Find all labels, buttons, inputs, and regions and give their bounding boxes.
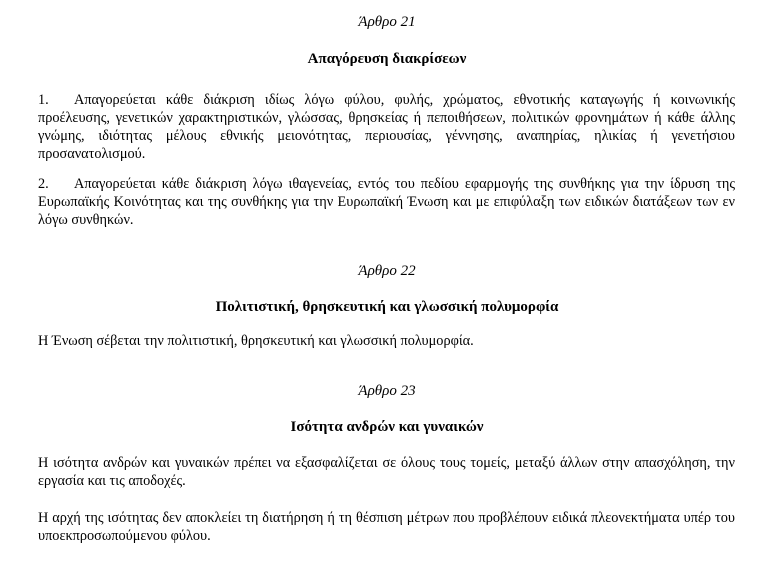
article-21-number: Άρθρο 21 [358,14,416,30]
article-23-paragraph-1: Η ισότητα ανδρών και γυναικών πρέπει να εξασφαλίζεται σε όλους τους τομείς, μεταξύ άλλων στην απασχόληση, την εργασία και τις αποδοχές. [38,455,735,489]
article-21-paragraph-2 [38,175,735,229]
article-22-paragraph-1: Η Ένωση σέβεται την πολιτιστική, θρησκευτική και γλωσσική πολυμορφία. [38,333,474,349]
article-22-number: Άρθρο 22 [358,263,416,279]
paragraph-text: Απαγορεύεται κάθε διάκριση λόγω ιθαγενείας, εντός του πεδίου εφαρμογής της συνθήκης για την ίδρυση της Ευρωπαϊκής Κοινότητας και της συνθήκης για την Ευρωπαϊκή Ένωση και με επιφύλαξη των ειδικών διατάξεων των εν λόγω συνθηκών. [38,176,735,228]
paragraph-number: 1. [38,92,49,108]
article-23-paragraph-2: Η αρχή της ισότητας δεν αποκλείει τη διατήρηση ή τη θέσπιση μέτρων που προβλέπουν ειδικά πλεονεκτήματα υπέρ του υποεκπροσωπούμενου φύλου. [38,510,735,544]
article-22-title: Πολιτιστική, θρησκευτική και γλωσσική πολυμορφία [215,299,559,315]
article-23-title: Ισότητα ανδρών και γυναικών [290,419,484,435]
paragraph-text: Απαγορεύεται κάθε διάκριση ιδίως λόγω φύλου, φυλής, χρώματος, εθνοτικής καταγωγής ή κοινωνικής προέλευσης, γενετικών χαρακτηριστικών, γλώσσας, θρησκείας ή πεποιθήσεων, πολιτικών φρονημάτων ή κάθε άλλης γνώμης, ιδιότητας μέλους εθνικής μειονότητας, περιουσίας, γέννησης, αναπηρίας, ηλικίας ή γενετήσιου προσανατολισμού. [38,92,735,162]
article-21-title: Απαγόρευση διακρίσεων [307,51,467,67]
paragraph-number: 2. [38,176,49,192]
article-23-number: Άρθρο 23 [358,383,416,399]
article-21-paragraph-1 [38,91,735,163]
